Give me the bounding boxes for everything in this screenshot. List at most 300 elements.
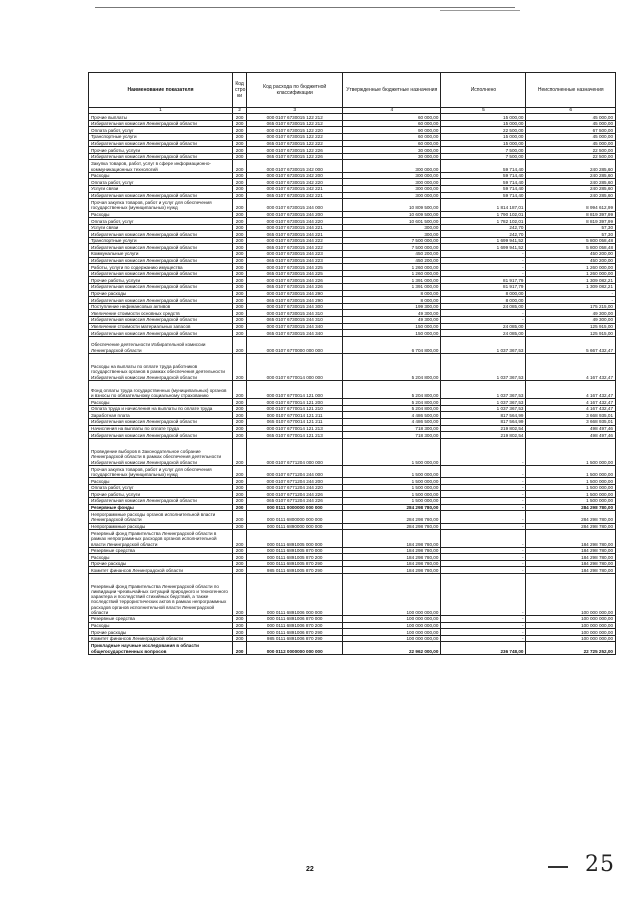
row-executed: 1 699 941,52 (441, 244, 526, 251)
row-name: Избирательная комиссия Ленинградской области (89, 120, 233, 127)
row-unexecuted: 240 285,60 (526, 185, 616, 192)
row-line-code: 200 (233, 547, 247, 554)
table-row (89, 616, 616, 623)
column-number: 5 (441, 108, 526, 114)
row-budget-code: 065 0107 6730015 122 226 (247, 153, 343, 160)
row-unexecuted: 125 915,00 (526, 323, 616, 330)
row-budget-code: 000 0107 6730015 244 200 (247, 211, 343, 218)
row-name: Прочая закупка товаров, работ и услуг для обеспечения государственных (муниципальных) нужд (89, 199, 233, 211)
table-row (89, 303, 616, 310)
row-unexecuted: 45 000,00 (526, 133, 616, 140)
row-budget-code: 000 0111 6891006 870 290 (247, 629, 343, 636)
row-name: Резервные средства (89, 547, 233, 554)
row-executed: 817 564,99 (441, 419, 526, 426)
row-line-code: 200 (233, 491, 247, 498)
row-budget-code: 000 0107 6730015 242 220 (247, 179, 343, 186)
row-budget-code: 000 0107 6730015 244 226 (247, 277, 343, 284)
row-line-code: 200 (233, 290, 247, 297)
row-approved: 1 500 000,00 (343, 438, 441, 465)
row-approved: 60 000,00 (343, 120, 441, 127)
row-unexecuted: 184 298 780,00 (526, 554, 616, 561)
row-name: Проведение выборов в Законодательное собрание Ленинградской области в рамках обеспечения деятельности Избирательной комиссии Ленинградской области (89, 438, 233, 465)
row-unexecuted: 3 668 935,01 (526, 419, 616, 426)
table-row (89, 629, 616, 636)
row-approved: 5 204 800,00 (343, 380, 441, 399)
table-row (89, 140, 616, 147)
row-approved: 184 298 780,00 (343, 530, 441, 548)
row-name: Расходы (89, 554, 233, 561)
row-line-code: 200 (233, 277, 247, 284)
row-budget-code: 000 0111 6891005 870 200 (247, 554, 343, 561)
table-row (89, 185, 616, 192)
row-line-code: 200 (233, 554, 247, 561)
row-name: Расходы (89, 211, 233, 218)
row-line-code: 200 (233, 622, 247, 629)
row-budget-code: 000 0107 6770014 121 210 (247, 405, 343, 412)
row-approved: 184 298 780,00 (343, 560, 441, 567)
row-approved: 1 500 000,00 (343, 465, 441, 477)
row-name: Услуги связи (89, 224, 233, 231)
table-row (89, 635, 616, 642)
column-number: 1 (89, 108, 233, 114)
table-row (89, 199, 616, 211)
row-executed: - (441, 547, 526, 554)
row-approved: 300,00 (343, 224, 441, 231)
table-row (89, 211, 616, 218)
header-budget-code: Код расхода по бюджетной классификации (247, 73, 343, 108)
row-unexecuted: 3 668 935,01 (526, 412, 616, 419)
table-row (89, 330, 616, 337)
row-approved: 90 000,00 (343, 127, 441, 134)
row-executed: 1 037 367,53 (441, 380, 526, 399)
header-approved: Утвержденные бюджетные назначения (343, 73, 441, 108)
row-line-code: 200 (233, 199, 247, 211)
table-row (89, 491, 616, 498)
row-name: Расходы (89, 399, 233, 406)
row-approved: 1 500 000,00 (343, 491, 441, 498)
row-name: Услуги связи (89, 185, 233, 192)
row-unexecuted: 22 500,00 (526, 153, 616, 160)
table-row (89, 412, 616, 419)
column-number: 3 (247, 108, 343, 114)
row-budget-code: 985 0111 6891006 870 290 (247, 635, 343, 642)
row-unexecuted: 45 000,00 (526, 114, 616, 121)
row-line-code: 200 (233, 185, 247, 192)
row-approved: 284 298 780,00 (343, 504, 441, 511)
table-row (89, 310, 616, 317)
table-row (89, 567, 616, 574)
row-line-code: 200 (233, 257, 247, 264)
row-approved: 60 000,00 (343, 114, 441, 121)
budget-execution-table (88, 72, 616, 655)
row-executed: 1 782 102,01 (441, 218, 526, 225)
row-approved: 718 300,00 (343, 432, 441, 439)
table-row (89, 511, 616, 523)
row-budget-code: 065 0107 6770014 121 213 (247, 432, 343, 439)
row-budget-code: 000 0111 6891005 870 000 (247, 547, 343, 554)
row-unexecuted: 45 000,00 (526, 120, 616, 127)
table-row (89, 264, 616, 271)
row-approved: 718 300,00 (343, 425, 441, 432)
row-executed: 22 500,00 (441, 127, 526, 134)
row-unexecuted: 175 215,00 (526, 303, 616, 310)
row-line-code: 200 (233, 160, 247, 172)
row-executed: - (441, 554, 526, 561)
table-row (89, 574, 616, 616)
row-name: Непрограммные расходы (89, 523, 233, 530)
column-number: 4 (343, 108, 441, 114)
row-line-code: 200 (233, 380, 247, 399)
row-unexecuted: 8 819 397,99 (526, 211, 616, 218)
row-line-code: 200 (233, 560, 247, 567)
row-name: Прочие расходы (89, 290, 233, 297)
row-unexecuted: 100 000 000,00 (526, 629, 616, 636)
row-executed: 59 714,40 (441, 179, 526, 186)
row-name: Транспортные услуги (89, 237, 233, 244)
row-executed: - (441, 257, 526, 264)
row-line-code: 200 (233, 635, 247, 642)
row-name: Избирательная комиссия Ленинградской области (89, 257, 233, 264)
row-executed: - (441, 616, 526, 623)
row-budget-code: 000 0107 6730015 244 222 (247, 237, 343, 244)
row-line-code: 200 (233, 237, 247, 244)
row-budget-code: 000 0107 6730015 244 225 (247, 264, 343, 271)
table-row (89, 179, 616, 186)
row-executed: - (441, 635, 526, 642)
row-name: Избирательная комиссия Ленинградской области (89, 498, 233, 505)
row-name: Расходы на выплаты по оплате труда работников государственных органов в рамках обеспечения деятельности Избирательной комиссии Ленинградской области (89, 353, 233, 380)
row-executed: 59 714,40 (441, 160, 526, 172)
row-name: Прочие работы, услуги (89, 277, 233, 284)
row-line-code: 200 (233, 478, 247, 485)
row-approved: 284 298 780,00 (343, 523, 441, 530)
row-executed: 1 037 367,53 (441, 405, 526, 412)
table-row (89, 237, 616, 244)
row-approved: 60 000,00 (343, 133, 441, 140)
row-line-code: 200 (233, 218, 247, 225)
row-executed: 24 085,00 (441, 330, 526, 337)
row-executed: - (441, 438, 526, 465)
row-executed: - (441, 523, 526, 530)
row-line-code: 200 (233, 405, 247, 412)
row-budget-code: 000 0107 6770014 121 213 (247, 425, 343, 432)
row-budget-code: 985 0111 6891005 870 290 (247, 567, 343, 574)
row-budget-code: 000 0111 6891006 870 200 (247, 622, 343, 629)
row-unexecuted: 22 500,00 (526, 147, 616, 154)
table-row (89, 270, 616, 277)
table-row (89, 218, 616, 225)
row-budget-code: 000 0107 6770014 121 211 (247, 412, 343, 419)
row-unexecuted: 49 300,00 (526, 317, 616, 324)
row-approved: 100 000 000,00 (343, 635, 441, 642)
row-approved: 5 204 800,00 (343, 399, 441, 406)
row-line-code: 200 (233, 270, 247, 277)
row-approved: 1 500 000,00 (343, 478, 441, 485)
row-approved: 6 704 800,00 (343, 336, 441, 353)
row-name: Поступление нефинансовых активов (89, 303, 233, 310)
header-row-code: Код стро ки (233, 73, 247, 108)
row-budget-code: 000 0111 6891005 870 290 (247, 560, 343, 567)
row-budget-code: 000 0107 6730015 244 300 (247, 303, 343, 310)
row-unexecuted: 284 298 780,00 (526, 523, 616, 530)
row-budget-code: 000 0111 6891006 000 000 (247, 574, 343, 616)
row-line-code: 200 (233, 419, 247, 426)
table-row (89, 231, 616, 238)
table-row (89, 133, 616, 140)
row-budget-code: 000 0107 6730015 122 222 (247, 133, 343, 140)
row-approved: 30 000,00 (343, 147, 441, 154)
row-name: Расходы (89, 478, 233, 485)
row-executed: 59 714,40 (441, 185, 526, 192)
table-row (89, 317, 616, 324)
row-line-code: 200 (233, 432, 247, 439)
table-row (89, 147, 616, 154)
row-unexecuted: 4 167 432,47 (526, 380, 616, 399)
row-line-code: 200 (233, 153, 247, 160)
row-approved: 49 300,00 (343, 317, 441, 324)
row-unexecuted: 1 309 082,21 (526, 277, 616, 284)
row-line-code: 200 (233, 629, 247, 636)
row-unexecuted: 22 725 252,00 (526, 642, 616, 654)
row-budget-code: 065 0107 6730015 122 222 (247, 140, 343, 147)
row-budget-code: 065 0107 6730015 244 222 (247, 244, 343, 251)
row-approved: 184 298 780,00 (343, 567, 441, 574)
row-approved: 4 486 500,00 (343, 419, 441, 426)
row-name: Прочие работы, услуги (89, 147, 233, 154)
row-line-code: 200 (233, 511, 247, 523)
row-line-code: 200 (233, 284, 247, 291)
row-name: Избирательная комиссия Ленинградской области (89, 419, 233, 426)
table-header-row (89, 73, 616, 108)
row-unexecuted: 450 200,00 (526, 257, 616, 264)
row-name: Оплата труда и начисления на выплаты по оплате труда (89, 405, 233, 412)
row-unexecuted: 240 285,60 (526, 192, 616, 199)
row-name: Избирательная комиссия Ленинградской области (89, 270, 233, 277)
table-row (89, 224, 616, 231)
row-name: Избирательная комиссия Ленинградской области (89, 244, 233, 251)
row-budget-code: 000 0107 6770000 000 000 (247, 336, 343, 353)
row-unexecuted: 5 800 058,48 (526, 237, 616, 244)
row-budget-code: 000 0107 6730015 242 000 (247, 160, 343, 172)
table-row (89, 484, 616, 491)
table-row (89, 523, 616, 530)
table-row (89, 547, 616, 554)
row-line-code: 200 (233, 192, 247, 199)
row-executed: 59 714,40 (441, 192, 526, 199)
row-approved: 5 204 800,00 (343, 353, 441, 380)
row-executed: - (441, 511, 526, 523)
row-name: Обеспечение деятельности Избирательной комиссии Ленинградской области (89, 336, 233, 353)
page-number: 22 (306, 866, 314, 873)
row-budget-code: 065 0107 6730015 244 310 (247, 317, 343, 324)
row-executed: 236 748,00 (441, 642, 526, 654)
row-budget-code: 000 0107 6770014 121 200 (247, 399, 343, 406)
row-name: Оплата работ, услуг (89, 484, 233, 491)
row-approved: 8 000,00 (343, 290, 441, 297)
row-approved: 8 000,00 (343, 297, 441, 304)
row-unexecuted: 1 500 000,00 (526, 438, 616, 465)
row-executed: - (441, 465, 526, 477)
table-row (89, 172, 616, 179)
row-name: Коммунальные услуги (89, 251, 233, 258)
row-unexecuted: 240 285,60 (526, 172, 616, 179)
row-approved: 450 200,00 (343, 257, 441, 264)
row-unexecuted: 184 298 780,00 (526, 530, 616, 548)
table-row (89, 405, 616, 412)
row-executed: 7 500,00 (441, 153, 526, 160)
row-unexecuted: 5 667 432,47 (526, 336, 616, 353)
row-budget-code: 000 0107 6730015 122 226 (247, 147, 343, 154)
row-line-code: 200 (233, 114, 247, 121)
row-line-code: 200 (233, 172, 247, 179)
row-name: Прочая закупка товаров, работ и услуг для обеспечения государственных (муниципальных) нужд (89, 465, 233, 477)
row-approved: 300 000,00 (343, 185, 441, 192)
row-line-code: 200 (233, 323, 247, 330)
row-budget-code: 000 0107 6770014 121 000 (247, 380, 343, 399)
row-budget-code: 065 0107 6730015 244 221 (247, 231, 343, 238)
row-unexecuted: 57,30 (526, 231, 616, 238)
row-executed: - (441, 629, 526, 636)
table-row (89, 380, 616, 399)
row-budget-code: 000 0111 6890000 000 000 (247, 523, 343, 530)
row-budget-code: 000 0107 6730015 122 212 (247, 114, 343, 121)
table-row (89, 554, 616, 561)
row-budget-code: 000 0111 6800000 000 000 (247, 511, 343, 523)
row-unexecuted: 4 167 432,47 (526, 399, 616, 406)
row-executed: - (441, 270, 526, 277)
row-executed: 24 085,00 (441, 303, 526, 310)
row-name: Прочие работы, услуги (89, 491, 233, 498)
header-executed: Исполнено (441, 73, 526, 108)
table-row (89, 504, 616, 511)
header-name: Наименование показателя (89, 73, 233, 108)
table-row (89, 425, 616, 432)
row-budget-code: 065 0107 6771204 244 226 (247, 498, 343, 505)
row-line-code: 200 (233, 127, 247, 134)
row-unexecuted: 1 260 000,00 (526, 270, 616, 277)
row-unexecuted: 1 500 000,00 (526, 498, 616, 505)
row-budget-code: 000 0107 6730015 244 340 (247, 323, 343, 330)
row-name: Избирательная комиссия Ленинградской области (89, 284, 233, 291)
row-executed: 8 000,00 (441, 297, 526, 304)
row-unexecuted: 184 298 780,00 (526, 547, 616, 554)
row-approved: 1 260 000,00 (343, 270, 441, 277)
row-budget-code: 065 0107 6730015 244 226 (247, 284, 343, 291)
row-name: Избирательная комиссия Ленинградской области (89, 330, 233, 337)
row-unexecuted: 450 200,00 (526, 251, 616, 258)
table-row (89, 465, 616, 477)
row-approved: 10 601 500,00 (343, 218, 441, 225)
table-row (89, 127, 616, 134)
row-executed: - (441, 574, 526, 616)
row-executed: - (441, 567, 526, 574)
row-line-code: 200 (233, 465, 247, 477)
row-executed: 15 000,00 (441, 140, 526, 147)
row-executed: 7 500,00 (441, 147, 526, 154)
row-approved: 300 000,00 (343, 172, 441, 179)
row-approved: 150 000,00 (343, 330, 441, 337)
row-unexecuted: 240 285,60 (526, 179, 616, 186)
row-executed: - (441, 317, 526, 324)
table-row (89, 353, 616, 380)
row-unexecuted: 45 000,00 (526, 140, 616, 147)
row-line-code: 200 (233, 330, 247, 337)
row-budget-code: 000 0107 6771204 244 226 (247, 491, 343, 498)
row-budget-code: 065 0107 6730015 242 221 (247, 192, 343, 199)
row-line-code: 200 (233, 523, 247, 530)
row-approved: 300 000,00 (343, 179, 441, 186)
row-approved: 1 391 000,00 (343, 277, 441, 284)
row-executed: 242,70 (441, 231, 526, 238)
row-unexecuted: 4 167 432,47 (526, 353, 616, 380)
row-approved: 7 500 000,00 (343, 244, 441, 251)
table-row (89, 284, 616, 291)
row-name: Избирательная комиссия Ленинградской области (89, 297, 233, 304)
row-name: Расходы (89, 172, 233, 179)
table-row (89, 438, 616, 465)
row-name: Закупка товаров, работ, услуг в сфере информационно-коммуникационных технологий (89, 160, 233, 172)
row-line-code: 200 (233, 412, 247, 419)
table-row (89, 622, 616, 629)
row-unexecuted: 125 915,00 (526, 330, 616, 337)
row-executed: - (441, 478, 526, 485)
header-unexecuted: Неисполненные назначения (526, 73, 616, 108)
row-line-code: 200 (233, 297, 247, 304)
row-executed: 1 037 367,53 (441, 399, 526, 406)
top-rule-secondary (440, 10, 520, 11)
row-unexecuted: 100 000 000,00 (526, 622, 616, 629)
row-executed: 219 802,54 (441, 425, 526, 432)
table-row (89, 323, 616, 330)
row-name: Избирательная комиссия Ленинградской области (89, 153, 233, 160)
row-approved: 284 298 780,00 (343, 511, 441, 523)
table-row (89, 336, 616, 353)
row-budget-code: 000 0107 6730015 242 221 (247, 185, 343, 192)
row-executed: - (441, 560, 526, 567)
row-executed: 81 917,79 (441, 277, 526, 284)
row-name: Прикладные научные исследования в области общегосударственных вопросов (89, 642, 233, 654)
row-executed: - (441, 530, 526, 548)
row-line-code: 200 (233, 567, 247, 574)
row-executed: 24 085,00 (441, 323, 526, 330)
row-unexecuted: 100 000 000,00 (526, 616, 616, 623)
row-approved: 100 000 000,00 (343, 616, 441, 623)
row-executed: 15 000,00 (441, 133, 526, 140)
row-budget-code: 065 0107 6730015 244 340 (247, 330, 343, 337)
row-line-code: 200 (233, 179, 247, 186)
row-executed: 242,70 (441, 224, 526, 231)
row-line-code: 200 (233, 498, 247, 505)
row-budget-code: 000 0107 6730015 244 220 (247, 218, 343, 225)
row-executed: - (441, 504, 526, 511)
row-name: Заработная плата (89, 412, 233, 419)
row-unexecuted: 8 819 397,99 (526, 218, 616, 225)
row-approved: 300,00 (343, 231, 441, 238)
row-unexecuted: 100 000 000,00 (526, 635, 616, 642)
row-approved: 22 962 000,00 (343, 642, 441, 654)
row-unexecuted: 284 298 780,00 (526, 504, 616, 511)
row-name: Работы, услуги по содержанию имущества (89, 264, 233, 271)
row-executed: 15 000,00 (441, 114, 526, 121)
row-unexecuted: 240 285,60 (526, 160, 616, 172)
table-row (89, 290, 616, 297)
top-rule (95, 7, 515, 8)
row-name: Избирательная комиссия Ленинградской области (89, 140, 233, 147)
row-approved: 5 204 800,00 (343, 405, 441, 412)
row-line-code: 200 (233, 264, 247, 271)
row-executed: 1 037 367,53 (441, 336, 526, 353)
row-executed: 1 814 187,01 (441, 199, 526, 211)
